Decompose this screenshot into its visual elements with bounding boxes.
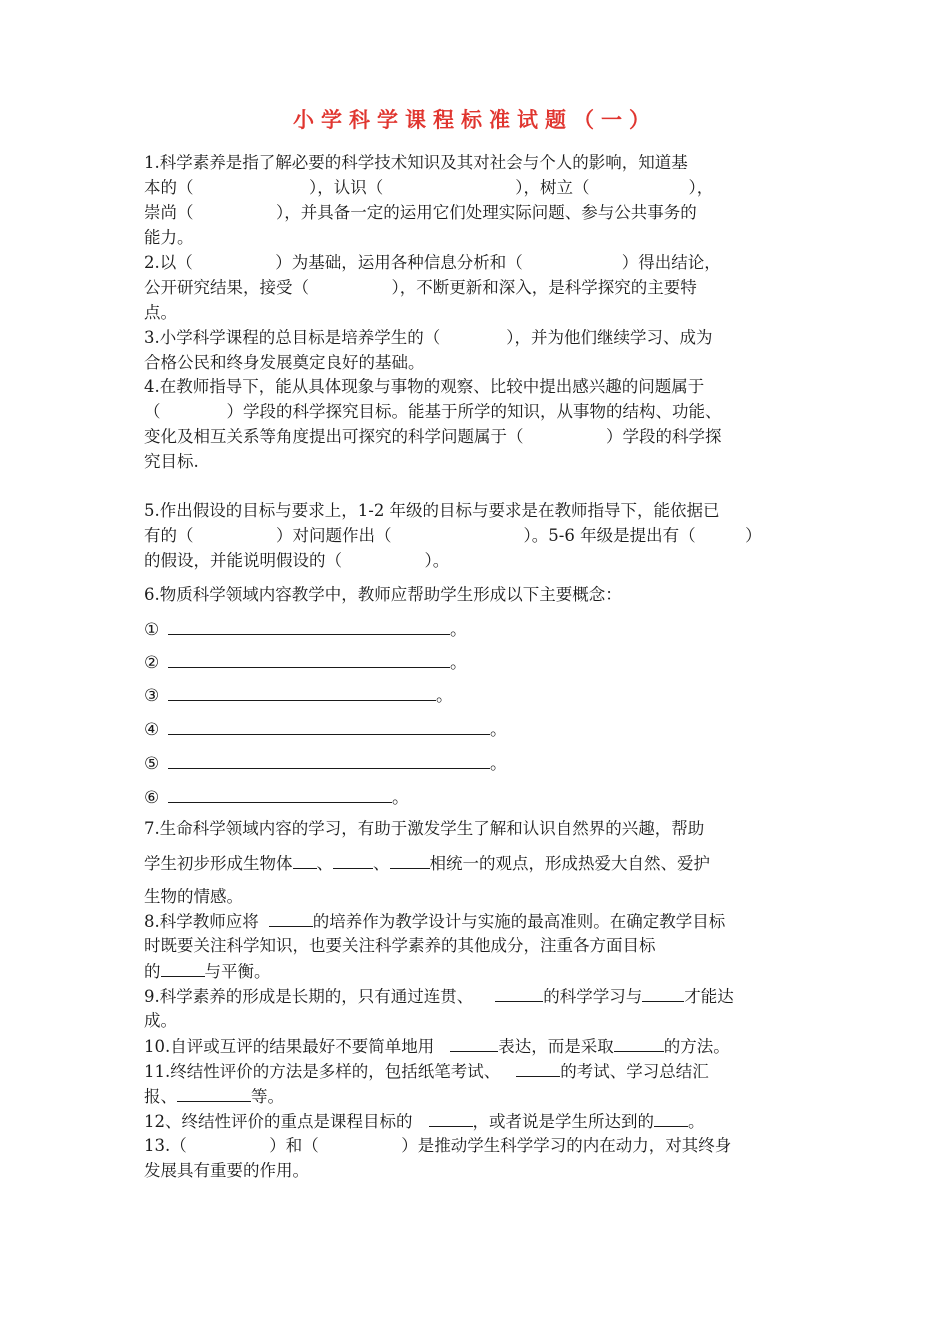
question-11-line — [144, 1083, 814, 1108]
question-12 — [144, 1108, 814, 1133]
question-11 — [144, 1058, 814, 1108]
answer-blank[interactable] — [390, 850, 430, 869]
text-segment: 12、终结性评价的重点是课程目标的 — [144, 1112, 413, 1131]
question-9-line: 成。 — [144, 1011, 177, 1030]
answer-blank[interactable] — [168, 714, 490, 735]
text-segment: 学生初步形成生物体 — [144, 854, 293, 873]
concept-item — [144, 614, 467, 640]
question-1-line: 1.科学素养是指了解必要的科学技术知识及其对社会与个人的影响，知道基 — [144, 153, 688, 172]
question-8-line: 时既要关注科学知识，也要关注科学素养的其他成分，注重各方面目标 — [144, 936, 656, 955]
question-2-line: 点。 — [144, 303, 177, 322]
question-8 — [144, 908, 814, 983]
question-4 — [144, 374, 814, 474]
concept-item — [144, 782, 409, 808]
question-9-line — [144, 983, 814, 1008]
concept-end: 。 — [450, 653, 467, 673]
text-segment: 的考试、学习总结汇 — [560, 1062, 709, 1081]
concept-end: 。 — [490, 720, 507, 740]
text-segment: 11.终结性评价的方法是多样的，包括纸笔考试、 — [144, 1062, 501, 1081]
answer-blank[interactable] — [161, 958, 205, 977]
answer-blank[interactable] — [450, 1033, 498, 1052]
answer-blank[interactable] — [168, 647, 450, 668]
question-4-line: （ ）学段的科学探究目标。能基于所学的知识，从事物的结构、功能、 — [144, 402, 722, 421]
question-7-line: 生物的情感。 — [144, 887, 243, 906]
text-segment: 9.科学素养的形成是长期的，只有通过连贯、 — [144, 987, 474, 1006]
answer-blank[interactable] — [168, 782, 392, 803]
answer-blank[interactable] — [168, 680, 436, 701]
concept-end: 。 — [450, 620, 467, 640]
concept-end: 。 — [490, 754, 507, 774]
text-segment: 、 — [373, 854, 390, 873]
text-segment: 表达，而是采取 — [498, 1037, 614, 1056]
question-4-line: 变化及相互关系等角度提出可探究的科学问题属于（ ）学段的科学探 — [144, 427, 722, 446]
question-5-line: 有的（ ）对问题作出（ ）。5-6 年级是提出有（ ） — [144, 526, 762, 545]
concept-item — [144, 647, 467, 673]
concept-item — [144, 680, 453, 706]
concept-item — [144, 714, 507, 740]
concept-number: ⑤ — [144, 754, 160, 774]
concept-end: 。 — [392, 788, 409, 808]
question-1-line: 本的（ ），认识（ ），树立（ ）， — [144, 178, 714, 197]
question-5-line: 5.作出假设的目标与要求上，1-2 年级的目标与要求是在教师指导下，能依据已 — [144, 501, 720, 520]
answer-blank[interactable] — [614, 1033, 664, 1052]
question-8-line — [144, 908, 814, 933]
question-1-line: 崇尚（ ），并具备一定的运用它们处理实际问题、参与公共事务的 — [144, 203, 697, 222]
text-segment: 、 — [316, 854, 333, 873]
text-segment: 的科学学习与 — [543, 987, 643, 1006]
question-1 — [144, 150, 814, 250]
answer-blank[interactable] — [168, 614, 450, 635]
text-segment: 才能达 — [684, 987, 734, 1006]
question-11-line — [144, 1058, 814, 1083]
concept-end: 。 — [436, 686, 453, 706]
question-8-line — [144, 958, 814, 983]
question-13-line: 发展具有重要的作用。 — [144, 1161, 309, 1180]
question-13-line: 13.（ ）和（ ）是推动学生科学学习的内在动力，对其终身 — [144, 1136, 732, 1155]
text-segment: 。 — [688, 1112, 705, 1131]
question-1-line: 能力。 — [144, 228, 194, 247]
text-segment: 与平衡。 — [204, 962, 271, 981]
page-title: 小学科学课程标准试题（一） — [293, 108, 657, 132]
question-9 — [144, 983, 814, 1033]
question-5 — [144, 498, 814, 573]
answer-blank[interactable] — [642, 983, 684, 1002]
concept-number: ⑥ — [144, 788, 160, 808]
question-12-line — [144, 1108, 814, 1133]
text-segment: 8.科学教师应将 — [144, 912, 259, 931]
question-10 — [144, 1033, 814, 1058]
question-4-line: 4.在教师指导下，能从具体现象与事物的观察、比较中提出感兴趣的问题属于 — [144, 377, 705, 396]
answer-blank[interactable] — [177, 1083, 251, 1102]
question-13 — [144, 1133, 814, 1183]
answer-blank[interactable] — [516, 1058, 560, 1077]
text-segment: 的方法。 — [663, 1037, 730, 1056]
answer-blank[interactable] — [269, 908, 313, 927]
question-3 — [144, 325, 814, 375]
question-7 — [144, 816, 814, 909]
answer-blank[interactable] — [168, 748, 490, 769]
text-segment: 相统一的观点，形成热爱大自然、爱护 — [429, 854, 710, 873]
question-4-line: 究目标. — [144, 452, 199, 471]
question-2 — [144, 250, 814, 325]
answer-blank[interactable] — [495, 983, 543, 1002]
question-7-line — [144, 850, 814, 875]
text-segment: ，或者说是学生所达到的 — [472, 1112, 654, 1131]
question-10-line — [144, 1033, 814, 1058]
question-7-line: 7.生命科学领域内容的学习，有助于激发学生了解和认识自然界的兴趣，帮助 — [144, 819, 705, 838]
text-segment: 等。 — [251, 1087, 284, 1106]
concept-number: ④ — [144, 720, 160, 740]
question-6: 6.物质科学领域内容教学中，教师应帮助学生形成以下主要概念： — [144, 585, 622, 604]
text-segment: 的 — [144, 962, 161, 981]
text-segment: 10.自评或互评的结果最好不要简单地用 — [144, 1037, 435, 1056]
question-2-line: 2.以（ ）为基础，运用各种信息分析和（ ）得出结论， — [144, 253, 721, 272]
concept-item — [144, 748, 507, 774]
answer-blank[interactable] — [429, 1108, 473, 1127]
question-3-line: 合格公民和终身发展奠定良好的基础。 — [144, 353, 425, 372]
answer-blank[interactable] — [654, 1108, 688, 1127]
text-segment: 的培养作为教学设计与实施的最高准则。在确定教学目标 — [312, 912, 726, 931]
answer-blank[interactable] — [333, 850, 373, 869]
question-3-line: 3.小学科学课程的总目标是培养学生的（ ），并为他们继续学习、成为 — [144, 328, 713, 347]
concept-number: ③ — [144, 686, 160, 706]
text-segment: 报、 — [144, 1087, 177, 1106]
question-5-line: 的假设，并能说明假设的（ ）。 — [144, 551, 450, 570]
answer-blank[interactable] — [293, 850, 317, 869]
question-2-line: 公开研究结果，接受（ ），不断更新和深入，是科学探究的主要特 — [144, 278, 697, 297]
concept-number: ② — [144, 653, 160, 673]
concept-number: ① — [144, 620, 160, 640]
